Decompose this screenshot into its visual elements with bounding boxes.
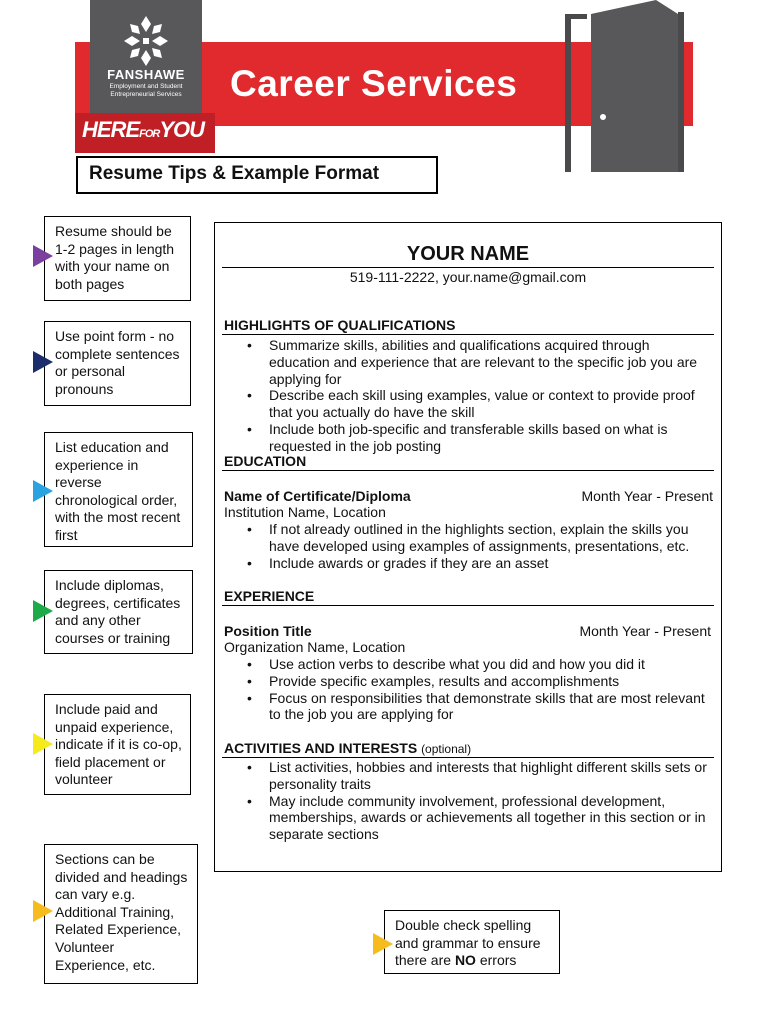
- divider: [222, 267, 714, 268]
- resume-name: YOUR NAME: [406, 243, 530, 265]
- tip-experience: Include paid and unpaid experience, indicate if it is co-op, field placement or volunteer: [44, 694, 191, 795]
- list-item: • If not already outlined in the highlights section, explain the skills you have developed using examples of assignments, presentations, etc.: [269, 521, 714, 555]
- entry-title: Position Title: [224, 623, 312, 639]
- entry-org: Organization Name, Location: [224, 639, 406, 655]
- arrow-icon: [373, 933, 393, 955]
- entry-date: Month Year - Present: [579, 623, 711, 639]
- org-subtitle: Employment and Student Entrepreneurial Services: [109, 83, 183, 98]
- door-icon: [560, 0, 695, 172]
- activities-list: [269, 759, 714, 843]
- arrow-icon: [33, 600, 53, 622]
- list-item: • Summarize skills, abilities and qualifications acquired through education and experience that are relevant to the specific job you are applying for: [269, 337, 714, 387]
- tip-diplomas: Include diplomas, degrees, certificates and any other courses or training: [44, 570, 193, 654]
- document-title: Resume Tips & Example Format: [89, 163, 380, 184]
- divider: [222, 757, 714, 758]
- arrow-icon: [33, 245, 53, 267]
- list-item: • Describe each skill using examples, value or context to provide proof that you actually do have the skill: [269, 387, 714, 421]
- list-item: • Use action verbs to describe what you did and how you did it: [269, 656, 714, 673]
- section-heading: HIGHLIGHTS OF QUALIFICATIONS: [224, 317, 456, 333]
- resume-contact: 519-111-2222, your.name@gmail.com: [349, 269, 587, 285]
- list-item: • Focus on responsibilities that demonstrate skills that are most relevant to the job you are applying for: [269, 690, 714, 724]
- section-heading: EDUCATION: [224, 453, 307, 469]
- arrow-icon: [33, 351, 53, 373]
- entry-org: Institution Name, Location: [224, 504, 386, 520]
- tagline-logo: HEREFORYOU: [82, 117, 205, 142]
- entry-title: Name of Certificate/Diploma: [224, 488, 411, 504]
- highlights-list: [269, 337, 714, 455]
- list-item: • List activities, hobbies and interests that highlight different skills sets or personality traits: [269, 759, 714, 793]
- page-banner-title: Career Services: [230, 63, 518, 104]
- tip-sections: Sections can be divided and headings can vary e.g. Additional Training, Related Experience, Volunteer Experience, etc.: [44, 844, 198, 984]
- education-list: [269, 521, 714, 571]
- section-heading: ACTIVITIES AND INTERESTS (optional): [224, 740, 472, 756]
- list-item: • Include both job-specific and transferable skills based on what is requested in the job posting: [269, 421, 714, 455]
- divider: [222, 605, 714, 606]
- arrow-icon: [33, 480, 53, 502]
- tip-point-form: Use point form - no complete sentences or personal pronouns: [44, 321, 191, 406]
- divider: [222, 334, 714, 335]
- org-name: FANSHAWE: [107, 67, 185, 82]
- experience-list: [269, 656, 714, 723]
- divider: [222, 470, 714, 471]
- list-item: • Provide specific examples, results and accomplishments: [269, 673, 714, 690]
- arrow-icon: [33, 733, 53, 755]
- list-item: • May include community involvement, professional development, memberships, awards or achievements all together in this section or in separate sections: [269, 793, 714, 843]
- arrow-icon: [33, 900, 53, 922]
- list-item: • Include awards or grades if they are an asset: [269, 555, 714, 572]
- tip-page-length: Resume should be 1-2 pages in length with your name on both pages: [44, 216, 191, 301]
- tip-spelling: Double check spelling and grammar to ensure there are NO errors: [384, 910, 560, 974]
- section-heading: EXPERIENCE: [224, 588, 315, 604]
- entry-date: Month Year - Present: [581, 488, 713, 504]
- tip-reverse-order: List education and experience in reverse chronological order, with the most recent first: [44, 432, 193, 547]
- fanshawe-emblem-icon: [116, 12, 176, 70]
